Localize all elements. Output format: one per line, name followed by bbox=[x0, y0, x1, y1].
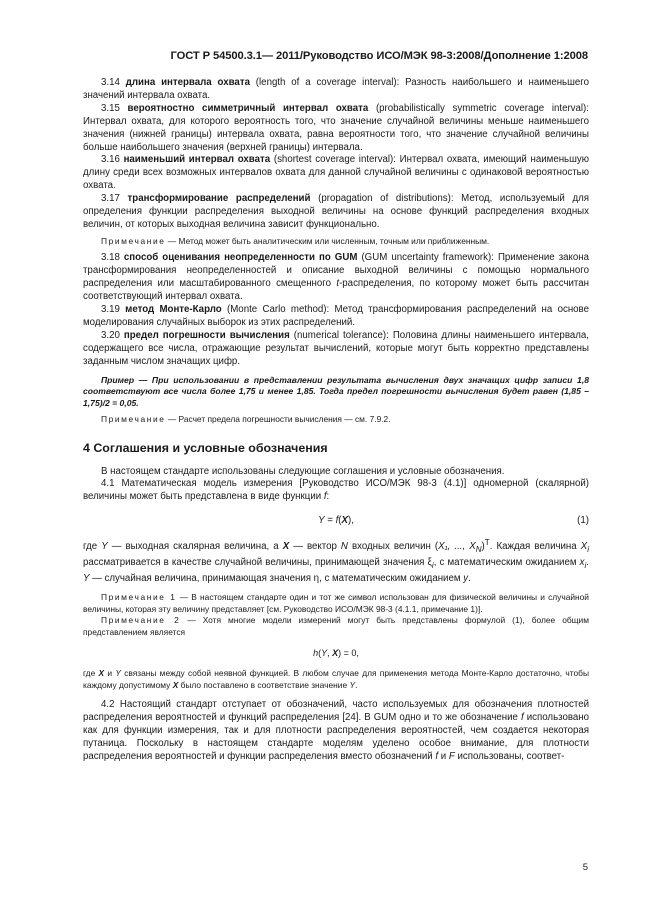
note-2: Примечание 2 — Хотя многие модели измерений могут быть представлены формулой (1), более общим представлением является bbox=[83, 615, 589, 637]
definition-3-19: 3.19 метод Монте-Карло (Monte Carlo method): Метод трансформирования распределений на основе моделирования случайных выборок из этих распределений. bbox=[83, 304, 589, 328]
definition-3-16: 3.16 наименьший интервал охвата (shortest coverage interval): Интервал охвата, имеющий наименьшую длину среди всех возможных интервалов охвата для данной случайной величины с одинаковой вероятностью охвата. bbox=[83, 154, 589, 192]
page-number: 5 bbox=[582, 862, 588, 873]
note-1: Примечание 1 — В настоящем стандарте один и тот же символ использован для физической величины и случайной величины, которая эту величину представляет [см. Руководство ИСО/МЭК 98-3 (4.1.1, примечание 1)]. bbox=[83, 592, 589, 614]
term: вероятностно симметричный интервал охвата bbox=[127, 102, 369, 114]
definition-3-14: 3.14 длина интервала охвата (length of a coverage interval): Разность наибольшего и наименьшего значений интервала охвата. bbox=[83, 77, 589, 101]
equation-1-formula: Y = f(X), bbox=[318, 515, 354, 527]
term: наименьший интервал охвата bbox=[123, 154, 271, 166]
note-3-17: Примечание — Метод может быть аналитическим или численным, точным или приближенным. bbox=[101, 235, 490, 246]
note-3-20: Примечание — Расчет предела погрешности вычисления — см. 7.9.2. bbox=[101, 414, 391, 425]
definition-3-17: 3.17 трансформирование распределений (propagation of distributions): Метод, используемый для определения функции распределения выходной величины на основе функций распределения входных величин, от которых выходная величина зависит функционально. bbox=[83, 193, 590, 230]
equation-1-number: (1) bbox=[577, 515, 589, 527]
note-2-continuation: где X и Y связаны между собой неявной функцией. В любом случае для применения метода Монте-Карло достаточно, чтобы каждому допустимому X было поставлено в соответствие значение Y. bbox=[83, 668, 589, 690]
term: длина интервала охвата bbox=[125, 77, 250, 88]
paragraph-4-1: 4.1 Математическая модель измерения [Руководство ИСО/МЭК 98-3 (4.1)] одномерной (скалярной) величины может быть представлена в виде функции f: bbox=[83, 478, 589, 503]
section-heading: 4 Соглашения и условные обозначения bbox=[83, 440, 328, 455]
page-header: ГОСТ Р 54500.3.1— 2011/Руководство ИСО/МЭК 98-3:2008/Дополнение 1:2008 bbox=[170, 50, 588, 62]
definition-3-18: 3.18 способ оценивания неопределенности по GUM (GUM uncertainty framework): Применение закона трансформирования неопределенностей и описание выходной величины с помощью нормального распределения или масштабированного смещенного t-распределения, по которому может быть рассчитан соответствующий интервал охвата. bbox=[83, 252, 589, 303]
term: трансформирование распределений bbox=[127, 193, 311, 205]
symbols-explanation: где Y — выходная скалярная величина, а X — вектор N входных величин (X₁, ..., $X_N)^T$. Каждая величина $X_i$ рассматривается в качестве случайной величины, принимающей значения $\xi_i$, с математическим ожиданием $x_i$. Y — случайная величина, принимающая значения η, с математическим ожиданием y. bbox=[83, 538, 589, 585]
page-content bbox=[83, 77, 589, 764]
example: Пример — При использовании в представлении результата вычисления двух значащих цифр записи 1,8 соответствуют все числа более 1,75 и менее 1,85. Тогда предел погрешности вычисления будет равен (1,85 – 1,75)/2 = 0,05. bbox=[83, 374, 589, 408]
equation-1 bbox=[83, 514, 589, 527]
section-intro: В настоящем стандарте использованы следующие соглашения и условные обозначения. bbox=[101, 465, 505, 477]
definition-3-15: 3.15 вероятностно симметричный интервал охвата (probabilistically symmetric coverage interval): Интервал охвата, для которого вероятность того, что значение случайной величины меньше наименьшего значения (нижней границы) интервала охвата, равна вероятности того, что значение случайной величины больше наибольшего значения (верхней границы) интервала. bbox=[83, 102, 589, 153]
equation-2: h(Y, X) = 0, bbox=[313, 648, 359, 659]
paragraph-4-2: 4.2 Настоящий стандарт отступает от обозначений, часто используемых для обозначения плотностей распределения вероятностей и функций распределения [24]. В GUM одно и то же обозначение f использовано как для функции измерения, так и для плотности распределения вероятностей, чем создается некоторая путаница. Поскольку в настоящем стандарте моделям уделено особое внимание, для плотности распределения вероятностей и функции распределения вместо обозначений f и F использованы, соответ- bbox=[83, 699, 589, 762]
definition-3-20: 3.20 предел погрешности вычисления (numerical tolerance): Половина длины наименьшего интервала, содержащего все числа, отражающие результат вычислений, которые могут быть корректно представлены заданным числом значащих цифр. bbox=[83, 329, 589, 367]
